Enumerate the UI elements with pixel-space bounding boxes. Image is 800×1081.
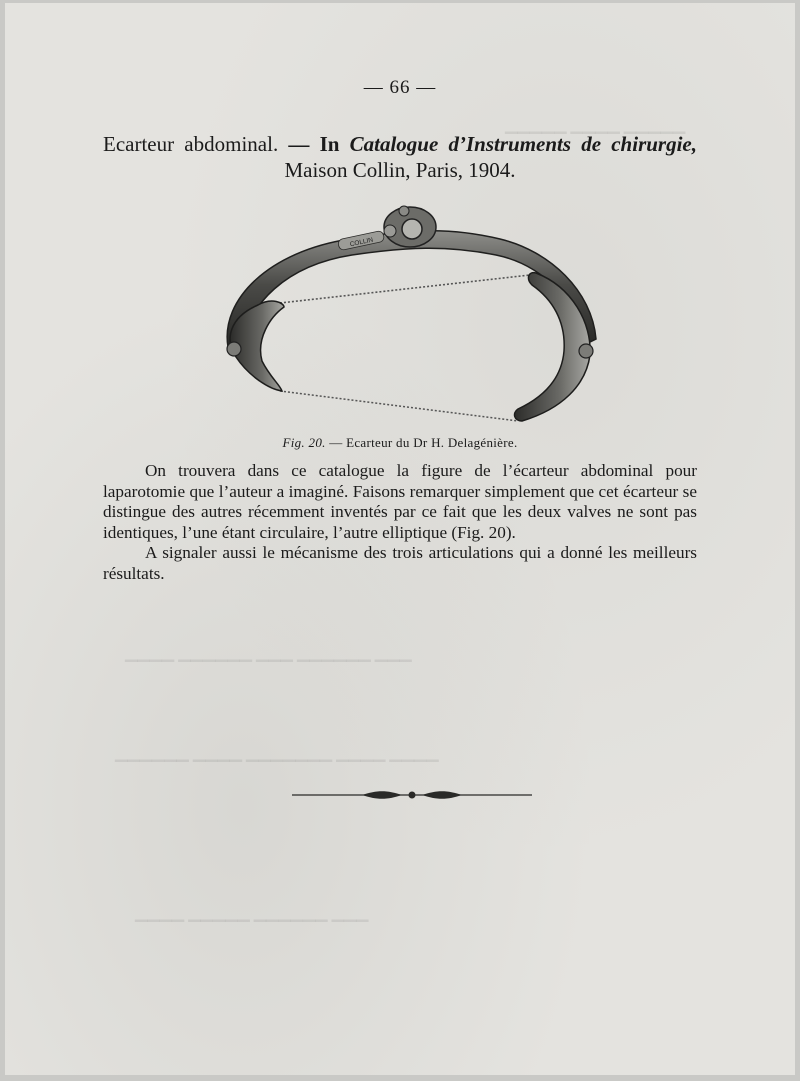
- paragraph-1: On trouvera dans ce catalogue la figure de l’écarteur abdominal pour laparotomie que l’auteur a imaginé. Faisons remarquer simplement que cet écarteur se distingue des autres récemment inventés par ce fait que les deux valves ne sont pas identiques, l’une étant circulaire, l’autre elliptique (Fig. 20).: [103, 461, 697, 542]
- heading-line-1: [103, 131, 697, 157]
- lower-chain: [280, 391, 518, 421]
- heading-dash: —: [288, 132, 310, 156]
- page-number: — 66 —: [363, 77, 437, 98]
- bleed-through: ▁▁▁▁ ▁▁▁▁▁▁ ▁▁▁ ▁▁▁▁▁▁ ▁▁▁: [125, 645, 412, 662]
- retractor-illustration: [200, 199, 610, 434]
- paragraph-2: A signaler aussi le mécanisme des trois articulations qui a donné les meilleurs résultats.: [103, 543, 697, 583]
- joint-knob: [399, 206, 409, 216]
- heading-line-2: Maison Collin, Paris, 1904.: [284, 158, 516, 182]
- caption-fig-number: Fig. 20.: [282, 435, 326, 450]
- section-heading: [103, 131, 697, 183]
- rule-ornament-center: [409, 792, 416, 799]
- caption-text: — Ecarteur du Dr H. Delagénière.: [329, 435, 518, 450]
- bleed-through: ▁▁▁▁▁ ▁▁▁▁ ▁▁▁▁▁: [505, 117, 686, 134]
- figure-caption: [5, 435, 795, 451]
- right-joint: [579, 344, 593, 358]
- rule-ornament-left: [362, 791, 402, 799]
- rule-ornament-right: [422, 791, 462, 799]
- body-text: [103, 461, 697, 585]
- heading-in: In: [319, 132, 340, 156]
- joint-pin: [384, 225, 396, 237]
- upper-chain: [280, 275, 530, 303]
- heading-catalog: Catalogue d’Instruments de chirurgie,: [349, 132, 697, 156]
- maker-engraving: COLLIN: [349, 236, 374, 249]
- joint-screw: [402, 219, 422, 239]
- heading-title: Ecarteur abdominal.: [103, 132, 279, 156]
- book-page: [5, 3, 795, 1075]
- bleed-through: ▁▁▁▁▁▁ ▁▁▁▁ ▁▁▁▁▁▁▁ ▁▁▁▁ ▁▁▁▁: [115, 745, 439, 762]
- left-joint: [227, 342, 241, 356]
- ornamental-rule: [292, 785, 532, 805]
- bleed-through: ▁▁▁▁ ▁▁▁▁▁ ▁▁▁▁▁▁ ▁▁▁: [135, 905, 369, 922]
